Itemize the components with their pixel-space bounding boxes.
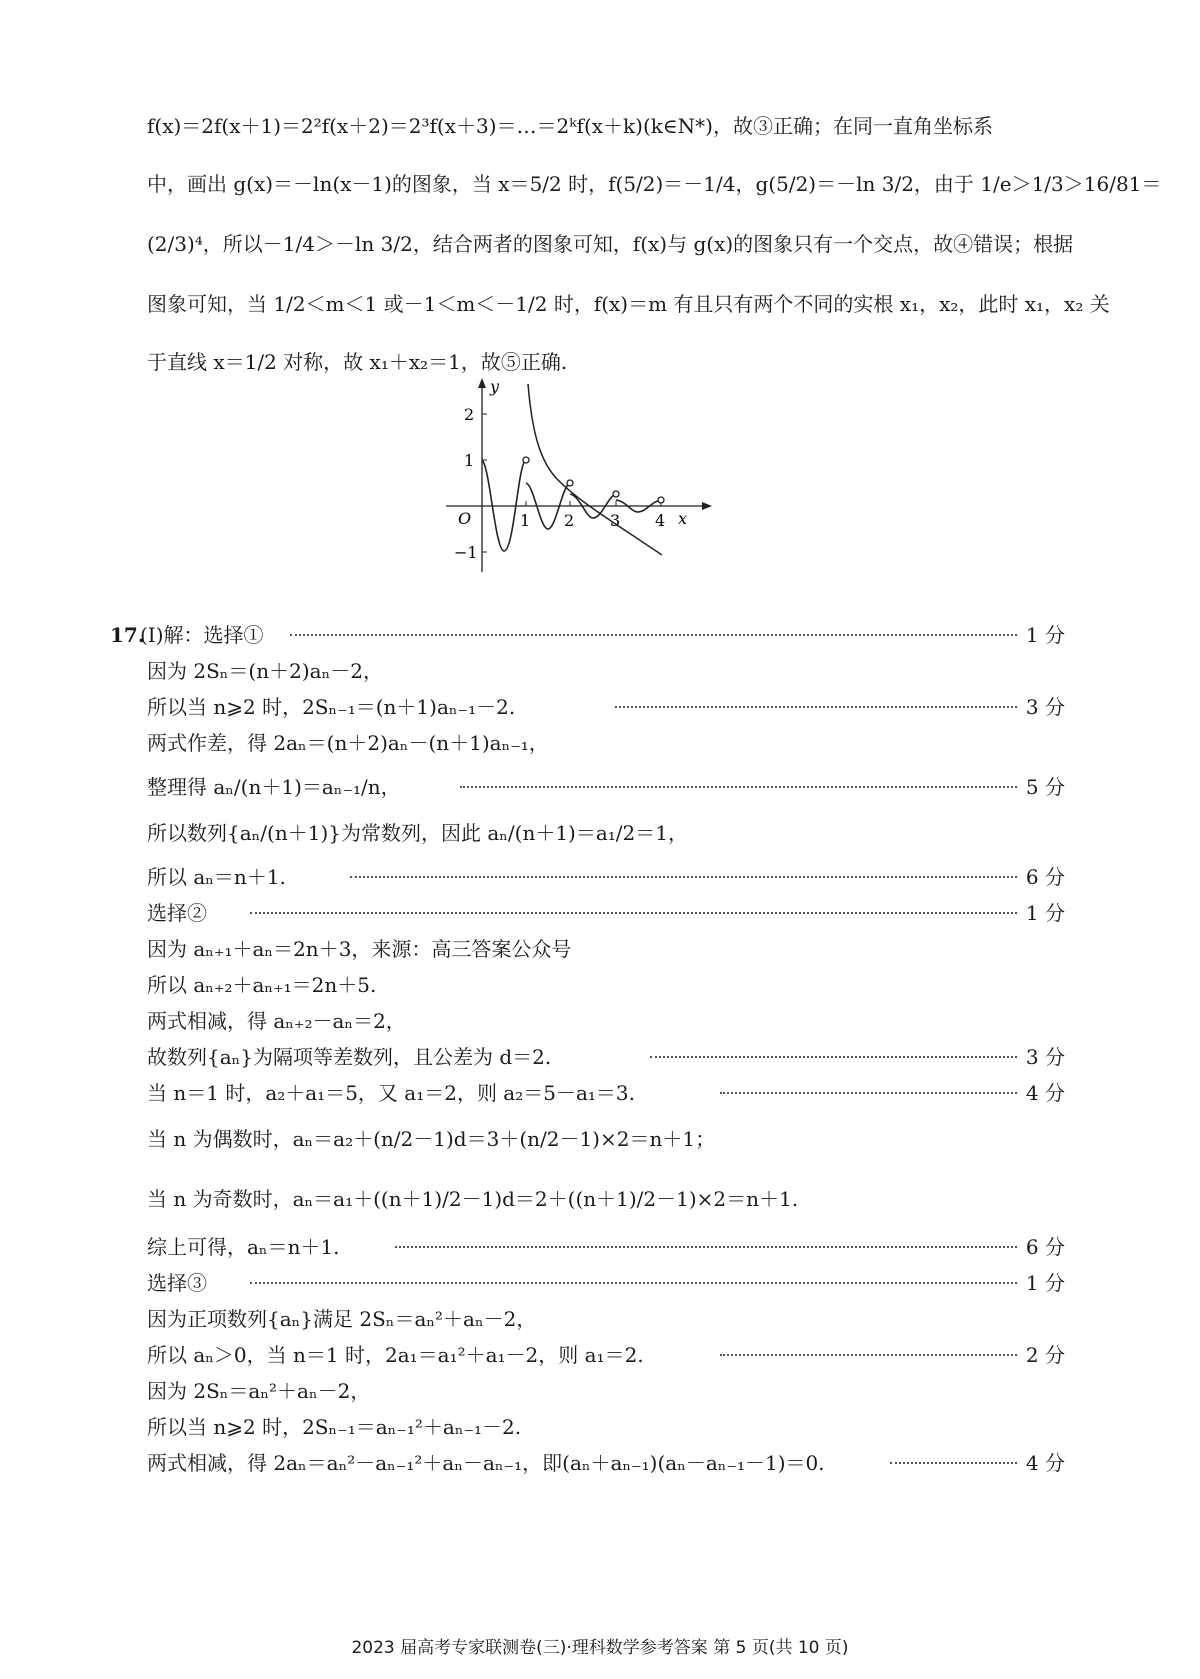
solution-line <box>110 1266 1065 1300</box>
solution-line <box>110 1410 1065 1444</box>
solution-line <box>110 816 1065 850</box>
x-tick-label: 2 <box>564 511 575 530</box>
y-axis-arrow <box>478 378 486 388</box>
x-tick-label: 1 <box>520 511 531 530</box>
score-label: 5 分 <box>1025 775 1065 799</box>
solution-line <box>110 726 1065 760</box>
solution-line-text: 综上可得，aₙ＝n＋1. <box>147 1235 340 1259</box>
dotted-leader <box>650 1056 1017 1058</box>
solution-line-text: 因为 2Sₙ＝aₙ²＋aₙ－2， <box>147 1379 371 1403</box>
score-label: 6 分 <box>1025 1235 1065 1259</box>
solution-line-text: 因为 2Sₙ＝(n＋2)aₙ－2， <box>147 659 383 683</box>
solution-line-text: (Ⅰ)解：选择① <box>140 623 264 647</box>
y-tick-label: −1 <box>454 543 478 562</box>
solution-line-text: 选择② <box>147 901 207 925</box>
question-number: 17. <box>110 623 145 647</box>
solution-line-text: 所以数列{aₙ/(n＋1)}为常数列，因此 aₙ/(n＋1)＝a₁/2＝1， <box>147 821 688 845</box>
intro-line: 中，画出 g(x)＝－ln(x－1)的图象，当 x＝5/2 时，f(5/2)＝－1/4，g(5/2)＝－ln 3/2，由于 1/e＞1/3＞16/81＝ <box>147 172 1162 196</box>
y-axis-label: y <box>490 377 500 396</box>
score-label: 1 分 <box>1025 901 1065 925</box>
score-label: 6 分 <box>1025 865 1065 889</box>
f-open-point <box>567 480 573 486</box>
solution-line-text: 两式相减，得 aₙ₊₂－aₙ＝2， <box>147 1009 406 1033</box>
function-graph <box>440 372 720 582</box>
score-label: 2 分 <box>1025 1343 1065 1367</box>
f-open-point <box>523 457 529 463</box>
f-open-point <box>658 497 664 503</box>
solution-line <box>110 1004 1065 1038</box>
score-label: 4 分 <box>1025 1081 1065 1105</box>
intro-line: 图象可知，当 1/2＜m＜1 或－1＜m＜－1/2 时，f(x)＝m 有且只有两个不同的实根 x₁，x₂，此时 x₁，x₂ 关 <box>147 292 1110 316</box>
x-tick-label: 3 <box>610 511 621 530</box>
dotted-leader <box>290 634 1017 636</box>
x-axis-arrow <box>702 502 712 510</box>
x-tick-label: 4 <box>655 511 666 530</box>
solution-line-text: 当 n＝1 时，a₂＋a₁＝5，又 a₁＝2，则 a₂＝5－a₁＝3. <box>147 1081 635 1105</box>
solution-line-text: 因为 aₙ₊₁＋aₙ＝2n＋3，来源：高三答案公众号 <box>147 937 572 961</box>
solution-line <box>110 1338 1065 1372</box>
solution-line-text: 两式作差，得 2aₙ＝(n＋2)aₙ－(n＋1)aₙ₋₁， <box>147 731 549 755</box>
solution-line-text: 所以当 n⩾2 时，2Sₙ₋₁＝aₙ₋₁²＋aₙ₋₁－2. <box>147 1415 522 1439</box>
dotted-leader <box>250 1282 1017 1284</box>
solution-line <box>110 1076 1065 1110</box>
solution-line <box>110 654 1065 688</box>
solution-line-text: 整理得 aₙ/(n＋1)＝aₙ₋₁/n， <box>147 775 401 799</box>
x-axis-label: x <box>678 509 688 528</box>
intro-line: (2/3)⁴，所以－1/4＞－ln 3/2，结合两者的图象可知，f(x)与 g(x)的图象只有一个交点，故④错误；根据 <box>147 232 1074 256</box>
solution-line <box>110 1374 1065 1408</box>
f-open-point <box>613 491 619 497</box>
solution-line-text: 选择③ <box>147 1271 207 1295</box>
solution-line-text: 所以 aₙ₊₂＋aₙ₊₁＝2n＋5. <box>147 973 377 997</box>
solution-line <box>110 690 1065 724</box>
solution-line <box>110 770 1065 804</box>
solution-line <box>110 896 1065 930</box>
solution-line-text: 两式相减，得 2aₙ＝aₙ²－aₙ₋₁²＋aₙ－aₙ₋₁，即(aₙ＋aₙ₋₁)(aₙ－aₙ₋₁－1)＝0. <box>147 1451 825 1475</box>
origin-label: O <box>458 509 472 528</box>
dotted-leader <box>395 1246 1017 1248</box>
score-label: 3 分 <box>1025 695 1065 719</box>
intro-line: 于直线 x＝1/2 对称，故 x₁＋x₂＝1，故⑤正确. <box>147 350 568 374</box>
page-footer: 2023 届高考专家联测卷(三)·理科数学参考答案 第 5 页(共 10 页) <box>351 1638 849 1658</box>
solution-line <box>110 932 1065 966</box>
solution-line <box>110 1122 1065 1156</box>
y-tick-label: 2 <box>464 405 475 424</box>
score-label: 4 分 <box>1025 1451 1065 1475</box>
solution-line <box>110 1302 1065 1336</box>
solution-line <box>110 618 1065 652</box>
intro-line: f(x)＝2f(x＋1)＝2²f(x＋2)＝2³f(x＋3)＝…＝2ᵏf(x＋k)(k∈N*)，故③正确；在同一直角坐标系 <box>147 114 993 138</box>
solution-line-text: 当 n 为奇数时，aₙ＝a₁＋((n＋1)/2－1)d＝2＋((n＋1)/2－1)×2＝n＋1. <box>147 1187 799 1211</box>
solution-line <box>110 1446 1065 1480</box>
dotted-leader <box>460 786 1017 788</box>
solution-line <box>110 1182 1065 1216</box>
solution-line-text: 所以 aₙ＝n＋1. <box>147 865 286 889</box>
score-label: 3 分 <box>1025 1045 1065 1069</box>
solution-line-text: 所以当 n⩾2 时，2Sₙ₋₁＝(n＋1)aₙ₋₁－2. <box>147 695 516 719</box>
score-label: 1 分 <box>1025 623 1065 647</box>
solution-line-text: 因为正项数列{aₙ}满足 2Sₙ＝aₙ²＋aₙ－2， <box>147 1307 537 1331</box>
solution-line <box>110 1230 1065 1264</box>
dotted-leader <box>615 706 1017 708</box>
solution-line-text: 所以 aₙ＞0，当 n＝1 时，2a₁＝a₁²＋a₁－2，则 a₁＝2. <box>147 1343 644 1367</box>
dotted-leader <box>250 912 1017 914</box>
y-tick-label: 1 <box>464 451 475 470</box>
dotted-leader <box>720 1354 1017 1356</box>
solution-line <box>110 968 1065 1002</box>
solution-line <box>110 860 1065 894</box>
solution-line <box>110 1040 1065 1074</box>
dotted-leader <box>720 1092 1017 1094</box>
dotted-leader <box>350 876 1017 878</box>
score-label: 1 分 <box>1025 1271 1065 1295</box>
dotted-leader <box>890 1462 1017 1464</box>
solution-line-text: 故数列{aₙ}为隔项等差数列，且公差为 d＝2. <box>147 1045 552 1069</box>
solution-line-text: 当 n 为偶数时，aₙ＝a₂＋(n/2－1)d＝3＋(n/2－1)×2＝n＋1； <box>147 1127 716 1151</box>
